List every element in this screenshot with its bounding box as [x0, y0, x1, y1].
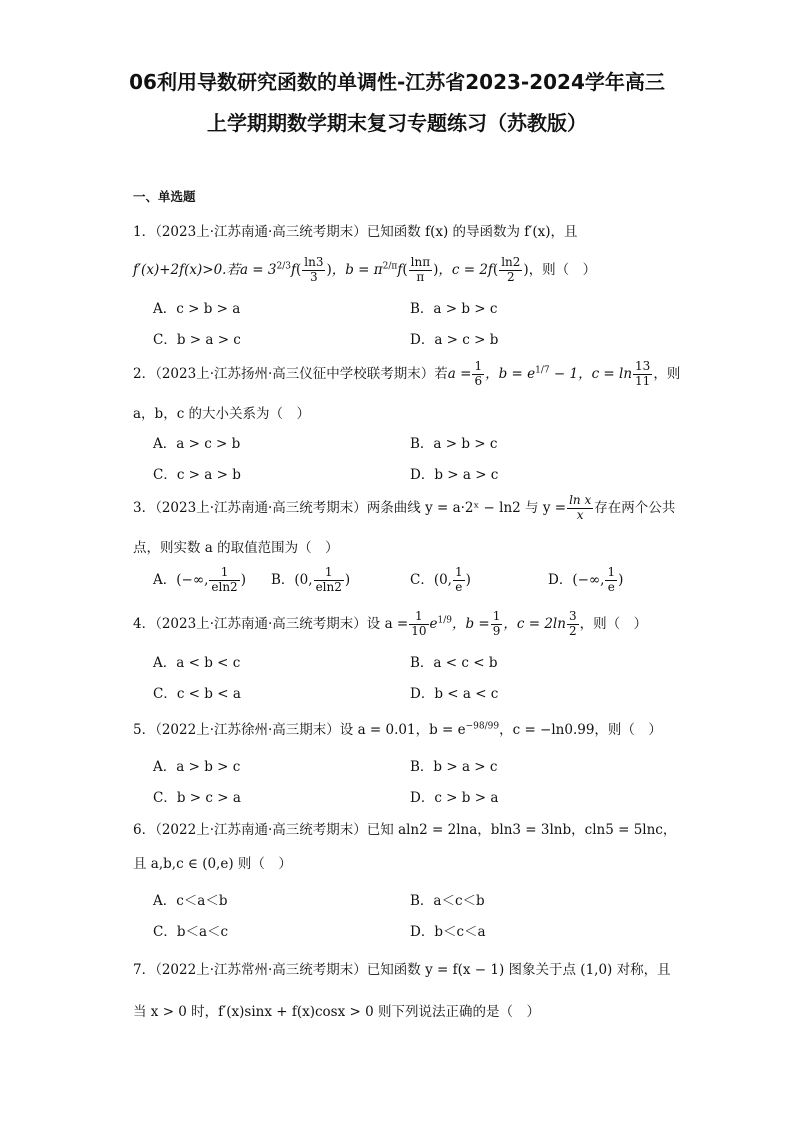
question-2-line-2: a，b，c 的大小关系为（ ） [133, 406, 311, 422]
question-5-option-b[interactable]: B．b > a > c [410, 759, 498, 775]
question-5-option-c[interactable]: C．b > c > a [153, 790, 241, 806]
question-4-option-a[interactable]: A．a < b < c [153, 655, 241, 671]
question-1-option-a[interactable]: A．c > b > a [153, 301, 241, 317]
question-3-option-b[interactable]: B．(0, $\frac{1}{eln2}$ ) [271, 565, 351, 594]
question-6-option-b[interactable]: B．a＜c＜b [410, 893, 485, 909]
question-3-option-c[interactable]: C．(0, $\frac{1}{e}$ ) [410, 565, 471, 594]
question-1-option-d[interactable]: D．a > c > b [410, 332, 499, 348]
question-5-option-d[interactable]: D．c > b > a [410, 790, 499, 806]
question-3-line-2: 点，则实数 a 的取值范围为（ ） [133, 540, 339, 556]
question-6-stem: 6．（2022上·江苏南通·高三统考期末）已知 aln2 = 2lna，bln3 = 3lnb，cln5 = 5lnc， [133, 822, 677, 838]
question-7-stem: 7．（2022上·江苏常州·高三统考期末）已知函数 y = f(x − 1) 图象关于点 (1,0) 对称，且 [133, 962, 671, 978]
question-2-option-a[interactable]: A．a > c > b [153, 436, 241, 452]
question-2-option-d[interactable]: D．b > a > c [410, 467, 499, 483]
question-6-option-d[interactable]: D．b＜c＜a [410, 924, 486, 940]
question-5-option-a[interactable]: A．a > b > c [153, 759, 241, 775]
question-2-stem: 2．（2023上·江苏扬州·高三仪征中学校联考期末）若a = $\frac{1}{6}$ ，$b = e^{1/7} - 1$，c = ln $\frac{13}{11}$ ，则 [133, 359, 681, 388]
question-4-option-b[interactable]: B．a < c < b [410, 655, 498, 671]
question-5-stem: 5．（2022上·江苏徐州·高三期末）设 a = 0.01，$b = e^{-98/99}$，c = −ln0.99，则（ ） [133, 721, 662, 738]
question-6-option-a[interactable]: A．c＜a＜b [153, 893, 228, 909]
question-3-option-d[interactable]: D．(−∞, $\frac{1}{e}$ ) [548, 565, 624, 594]
question-4-stem: 4．（2023上·江苏南通·高三统考期末）设 a = $\frac{1}{10}$ $e^{1/9}$，b = $\frac{1}{9}$ ，c = 2ln $\frac{3}{2}$ ，则（ ） [133, 609, 648, 638]
question-4-option-c[interactable]: C．c < b < a [153, 686, 241, 702]
question-1-stem: 1．（2023上·江苏南通·高三统考期末）已知函数 f(x) 的导函数为 f′(x)，且 [133, 224, 578, 240]
question-6-option-c[interactable]: C．b＜a＜c [153, 924, 229, 940]
question-3-stem: 3．（2023上·江苏南通·高三统考期末）两条曲线 y = a·2ˣ − ln2 与 y = $\frac{\text{ln x}}{x}$ 存在两个公共 [133, 493, 676, 522]
section-heading: 一、单选题 [133, 189, 196, 204]
question-6-line-2: 且 a,b,c ∈ (0,e) 则（ ） [133, 856, 292, 872]
document-title-line-2: 上学期期数学期末复习专题练习（苏教版） [207, 111, 587, 135]
question-3-option-a[interactable]: A．(−∞, $\frac{1}{eln2}$ ) [153, 565, 246, 594]
question-7-line-2: 当 x > 0 时，f′(x)sinx + f(x)cosx > 0 则下列说法正确的是（ ） [133, 1004, 540, 1020]
question-1-option-b[interactable]: B．a > b > c [410, 301, 498, 317]
question-1-condition: f′(x)+2f(x)>0.若$a = 3^{2/3}f$( $\frac{\ln 3}{3}$ )，$b = \pi^{2/\pi}f$( $\frac{\ln\pi}{\pi}$ )，c = 2f( $\frac{\ln 2}{2}$ )，则（ ） [133, 255, 597, 284]
question-2-option-c[interactable]: C．c > a > b [153, 467, 241, 483]
question-2-option-b[interactable]: B．a > b > c [410, 436, 498, 452]
question-4-option-d[interactable]: D．b < a < c [410, 686, 499, 702]
document-title-line-1: 06利用导数研究函数的单调性-江苏省2023-2024学年高三 [129, 70, 665, 94]
question-1-option-c[interactable]: C．b > a > c [153, 332, 241, 348]
